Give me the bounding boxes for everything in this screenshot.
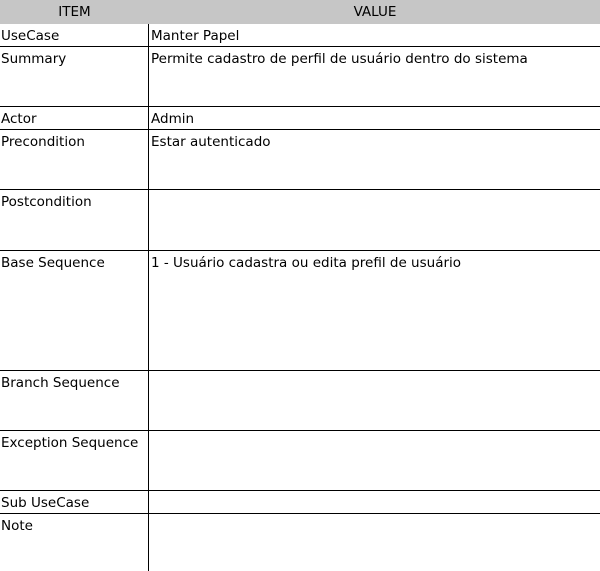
table-row bbox=[0, 371, 600, 431]
row-value bbox=[149, 431, 600, 490]
row-value bbox=[149, 514, 600, 571]
table-row bbox=[0, 47, 600, 107]
row-item: Exception Sequence bbox=[0, 431, 149, 490]
row-value: Permite cadastro de perfil de usuário dentro do sistema bbox=[151, 51, 528, 67]
table-row bbox=[0, 190, 600, 251]
header-value: VALUE bbox=[353, 4, 397, 20]
table-row bbox=[0, 107, 600, 130]
row-item: Note bbox=[0, 514, 149, 571]
row-value bbox=[149, 491, 600, 513]
table-row bbox=[0, 130, 600, 190]
row-item: UseCase bbox=[0, 24, 149, 46]
row-item: Precondition bbox=[0, 130, 149, 189]
row-item: Postcondition bbox=[0, 190, 149, 250]
table-row bbox=[0, 491, 600, 514]
table-row bbox=[0, 431, 600, 491]
header-item: ITEM bbox=[58, 4, 91, 20]
row-value: Admin bbox=[151, 111, 195, 127]
row-item: Branch Sequence bbox=[0, 371, 149, 430]
table-header bbox=[0, 0, 600, 24]
row-value: 1 - Usuário cadastra ou edita prefil de usuário bbox=[151, 255, 462, 271]
row-item: Summary bbox=[0, 47, 149, 106]
row-item: Base Sequence bbox=[0, 251, 149, 370]
table-row bbox=[0, 514, 600, 571]
row-value: Estar autenticado bbox=[151, 134, 271, 150]
row-value bbox=[149, 190, 600, 250]
row-value bbox=[149, 371, 600, 430]
table-row bbox=[0, 24, 600, 47]
row-item: Actor bbox=[0, 107, 149, 129]
row-item: Sub UseCase bbox=[0, 491, 149, 513]
table-row bbox=[0, 251, 600, 371]
row-value: Manter Papel bbox=[151, 28, 240, 44]
